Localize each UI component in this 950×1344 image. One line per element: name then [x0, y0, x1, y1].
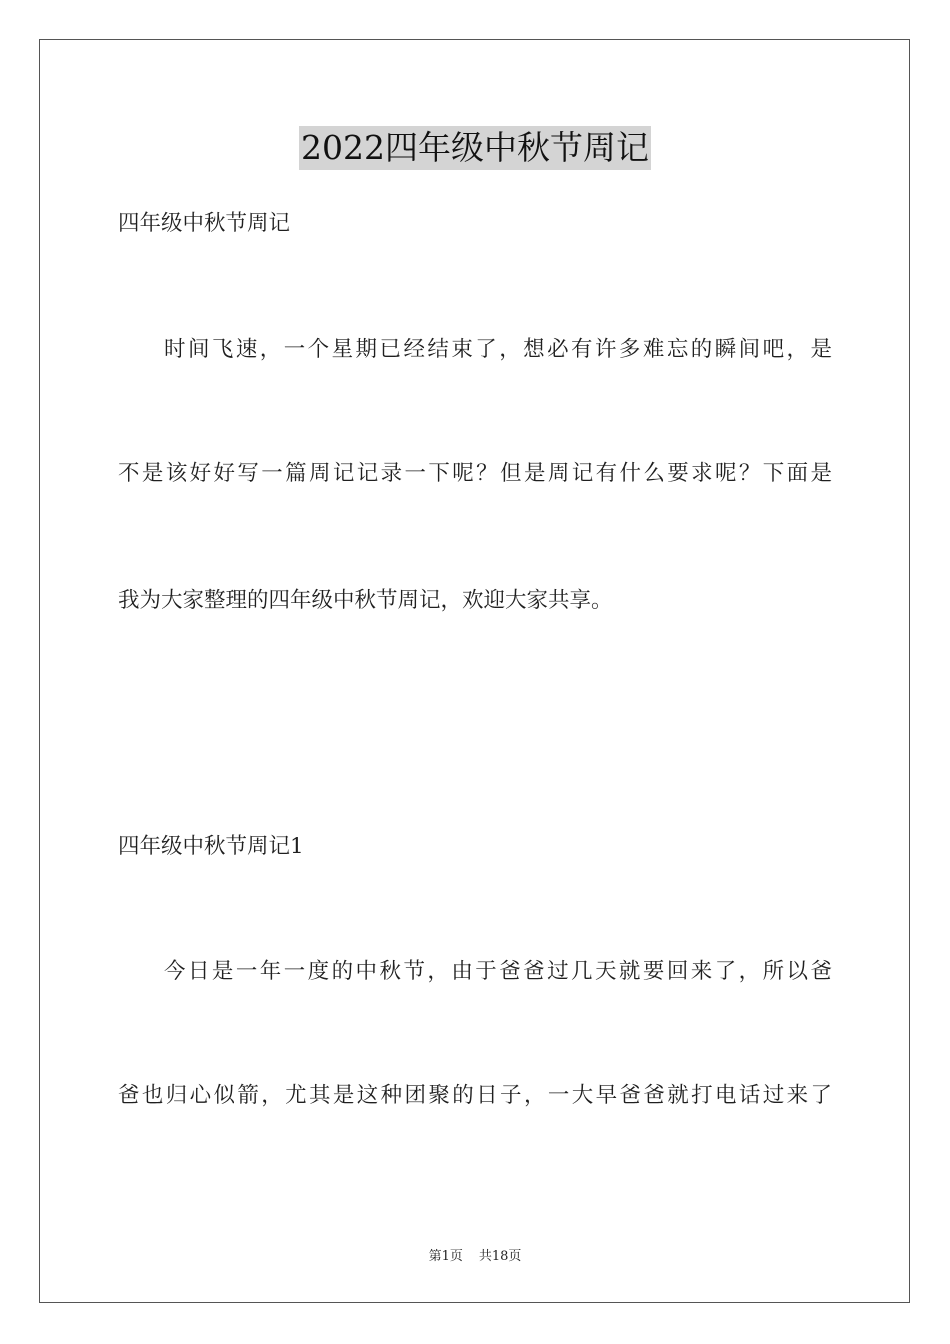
page-number: 第1页: [428, 1249, 463, 1264]
page-total: 共18页: [478, 1249, 522, 1264]
page-footer: [0, 1248, 950, 1266]
paragraph-line: 爸也归心似箭，尤其是这种团聚的日子，一大早爸爸就打电话过来了: [118, 1083, 832, 1108]
document-title: 2022四年级中秋节周记: [299, 126, 651, 170]
paragraph-line: 今日是一年一度的中秋节，由于爸爸过几天就要回来了，所以爸: [164, 959, 832, 984]
subtitle-line: 四年级中秋节周记: [118, 211, 291, 236]
section-heading: 四年级中秋节周记1: [118, 834, 304, 859]
title-container: [0, 126, 950, 170]
paragraph-line: 时间飞速，一个星期已经结束了，想必有许多难忘的瞬间吧，是: [164, 337, 832, 362]
paragraph-line: 我为大家整理的四年级中秋节周记，欢迎大家共享。: [118, 588, 613, 613]
paragraph-line: 不是该好好写一篇周记记录一下呢？但是周记有什么要求呢？下面是: [118, 461, 832, 486]
